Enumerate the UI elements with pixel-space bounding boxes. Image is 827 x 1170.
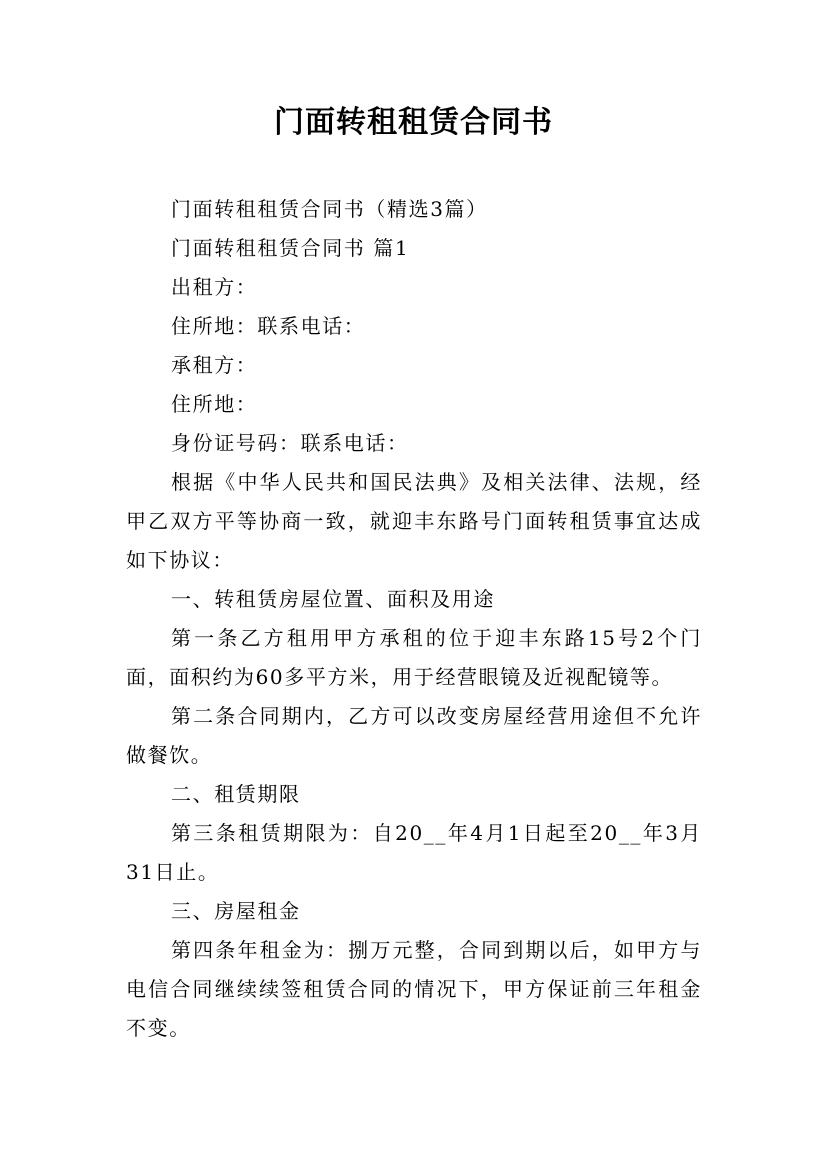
paragraph-article-three: 第三条租赁期限为：自20__年4月1日起至20__年3月31日止。 (126, 821, 702, 884)
paragraph-id-phone: 身份证号码：联系电话： (171, 431, 409, 455)
paragraph-article-four: 第四条年租金为：捌万元整，合同到期以后，如甲方与电信合同继续续签租赁合同的情况下，甲方保证前三年租金不变。 (126, 938, 702, 1040)
paragraph-lessor: 出租方： (171, 275, 258, 299)
paragraph-article-one: 第一条乙方租用甲方承租的位于迎丰东路15号2个门面，面积约为60多平方米，用于经营眼镜及近视配镜等。 (126, 626, 702, 689)
paragraph-section-two: 二、租赁期限 (171, 782, 301, 806)
document-body (126, 190, 702, 1048)
paragraph-lessee-address: 住所地： (171, 392, 258, 416)
paragraph-article-two: 第二条合同期内，乙方可以改变房屋经营用途但不允许做餐饮。 (126, 704, 702, 767)
paragraph-heading-selected: 门面转租租赁合同书（精选3篇） (171, 197, 488, 221)
document-title: 门面转租租赁合同书 (274, 105, 553, 140)
paragraph-lessee: 承租方： (171, 353, 258, 377)
paragraph-section-three: 三、房屋租金 (171, 899, 301, 923)
paragraph-preamble: 根据《中华人民共和国民法典》及相关法律、法规，经甲乙双方平等协商一致，就迎丰东路号门面转租赁事宜达成如下协议： (126, 470, 702, 572)
paragraph-lessor-address-phone: 住所地：联系电话： (171, 314, 366, 338)
paragraph-section-title: 门面转租租赁合同书 篇1 (171, 236, 410, 260)
paragraph-section-one: 一、转租赁房屋位置、面积及用途 (171, 587, 495, 611)
